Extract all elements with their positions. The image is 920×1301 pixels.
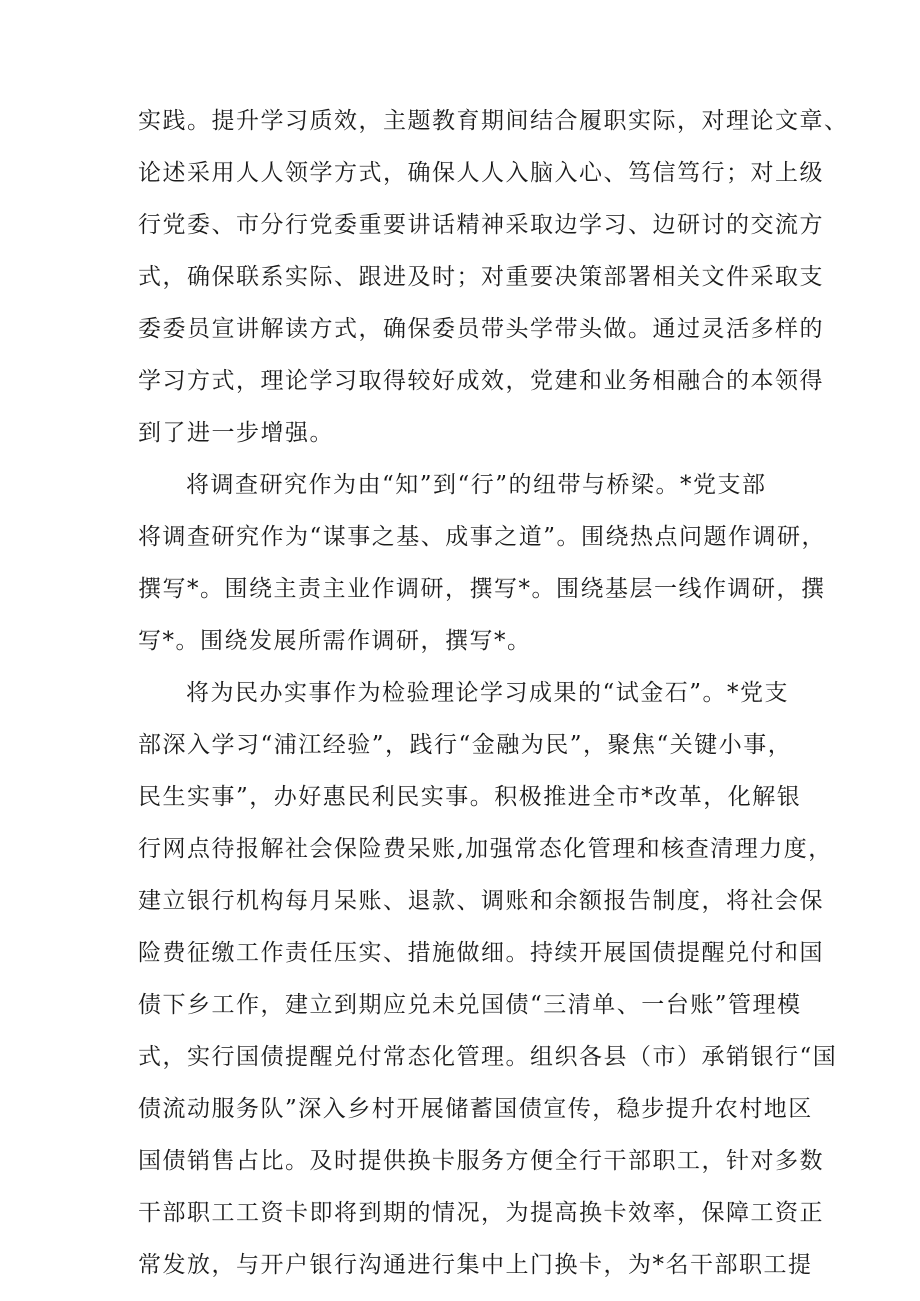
text-line: 干部职工工资卡即将到期的情况，为提高换卡效率，保障工资正 [138,1200,824,1226]
text-line: 部深入学习“浦江经验”，践行“金融为民”，聚焦“关键小事， [138,732,793,758]
text-line: 写*。围绕发展所需作调研，撰写*。 [138,628,532,654]
text-line: 论述采用人人领学方式，确保人人入脑入心、笃信笃行；对上级 [138,160,824,186]
text-line: 国债销售占比。及时提供换卡服务方便全行干部职工，针对多数 [138,1148,824,1174]
text-line: 式，确保联系实际、跟进及时；对重要决策部署相关文件采取支 [138,264,824,290]
text-line: 民生实事”，办好惠民利民实事。积极推进全市*改革，化解银 [138,784,802,810]
text-line: 式，实行国债提醒兑付常态化管理。组织各县（市）承销银行“国 [138,1044,838,1070]
paragraph-first-line: 将为民办实事作为检验理论学习成果的“试金石”。*党支 [186,680,790,706]
text-line: 建立银行机构每月呆账、退款、调账和余额报告制度，将社会保 [138,888,824,914]
text-line: 学习方式，理论学习取得较好成效，党建和业务相融合的本领得 [138,368,824,394]
text-line: 到了进一步增强。 [138,420,334,446]
text-line: 行网点待报解社会保险费呆账,加强常态化管理和核查清理力度， [138,836,833,862]
text-line: 撰写*。围绕主责主业作调研，撰写*。围绕基层一线作调研，撰 [138,576,826,602]
text-line: 将调查研究作为“谋事之基、成事之道”。围绕热点问题作调研， [138,524,827,550]
text-line: 债下乡工作，建立到期应兑未兑国债“三清单、一台账”管理模 [138,992,802,1018]
text-line: 实践。提升学习质效，主题教育期间结合履职实际，对理论文章、 [138,108,849,134]
text-line: 债流动服务队”深入乡村开展储蓄国债宣传，稳步提升农村地区 [138,1096,813,1122]
text-line: 委委员宣讲解读方式，确保委员带头学带头做。通过灵活多样的 [138,316,824,342]
text-line: 险费征缴工作责任压实、措施做细。持续开展国债提醒兑付和国 [138,940,824,966]
paragraph-first-line: 将调查研究作为由“知”到“行”的纽带与桥梁。*党支部 [186,472,767,498]
text-line: 行党委、市分行党委重要讲话精神采取边学习、边研讨的交流方 [138,212,824,238]
text-line: 常发放，与开户银行沟通进行集中上门换卡，为*名干部职工提 [138,1252,813,1278]
